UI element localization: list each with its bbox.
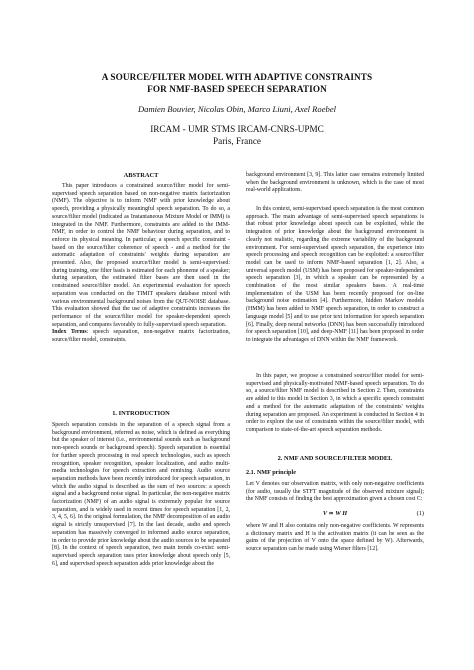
section-2-1-heading: 2.1. NMF principle: [246, 469, 296, 476]
nmf-principle-text: Let V denotes our observation matrix, with only non-negative coefficients (for audio, usually the STFT magnitude of the observed mixture signal); the NMF consists of finding the best approximation given a chosen cost C:: [246, 481, 424, 503]
intro-paragraph: Speech separation consists in the separation of a speech signal from a background environment, referred as noise, which is defined as everything but the speaker of interest (i.e., environmental sounds such as background non-speech sounds or background speech). Speech separation is essential for further speech processing in real speech technologies, such as speech recognition, speaker recognition, speaker localization, and audio multi-media technologies for speech extraction and remixing. Audio source separation methods have been recently introduced for speech separation, in which the audio signal is described as the sum of two sources: a speech signal and a background noise signal. In particular, the non-negative matrix factorization (NMF) of an audio signal is extremely popular for source separation, and is widely used in recent times for speech separation [1, 2, 3, 4, 5, 6]. In the original formulation, the NMF decomposition of an audio signal is strictly unsupervised [7]. In the last decade, audio and speech separation has massively converged to informed audio source separation, in order to provide prior knowledge about the audio sources to be separated [8]. In the context of speech separation, two main trends co-exist: semi-supervised speech separation uses prior knowledge about speech only [5, 6], and supervised speech separation adds prior knowledge about the: [52, 422, 230, 567]
nmf-principle-paragraph: [246, 481, 424, 504]
paper-title: [40, 72, 434, 95]
nmf-definition-paragraph: [246, 523, 424, 554]
nmf-definition-text: where W and H also contains only non-negative coefficients. W represents a dictionary matrix and H is the activation matrix (it can be seen as the gains of the projection of V onto the space defined by W). Afterwards, source separation can be made using Wiener filters [12].: [246, 523, 424, 553]
equation-1: [246, 509, 424, 518]
index-terms-text: : speech separation, non-negative matrix factorization, source/filter model, constraints.: [52, 329, 230, 344]
proposal-paragraph: In this paper, we propose a constrained source/filter model for semi-supervised and physically-motivated NMF-based speech separation. To do so, a source/filter NMF model is described in Section 2. Then, constraints are added to this model in Section 3, in which a specific speech constraint and a method for the automatic adaptation of the constraints' weights during separation are proposed. An experiment is conducted in Section 4 in order to explore the use of constraints within the source/filter model, with comparison to state-of-the-art speech separation methods.: [246, 373, 424, 433]
continued-paragraph: background environment [3, 9]. This latter case remains extremely limited when the background environment is unknown, which is the case of most real-world applications.: [246, 172, 424, 194]
index-terms-label: Index Terms: [52, 329, 87, 336]
intro-heading: 1. INTRODUCTION: [112, 410, 170, 417]
abstract-body: [52, 183, 230, 345]
right-paragraph-0: [246, 172, 424, 195]
abstract-heading: ABSTRACT: [123, 172, 159, 179]
title-line-1: A SOURCE/FILTER MODEL WITH ADAPTIVE CONSTRAINTS: [101, 72, 373, 82]
context-paragraph: In this context, semi-supervised speech separation is the most common approach. The main advantage of semi-supervised speech separations is that robust prior knowledge about speech can be exploited, while the integration of prior knowledge about the background environment is clearly not realistic, regarding the extreme variability of the background environment. For semi-supervised speech separation, the experience into speech processing and speech recognition can be exploited: a source/filter model can be used to inform NMF-based separation [1, 2]. Also, a universal speech model (USM) has been proposed for speaker-independent speech separation [3], in which a speaker can be represented by a combination of the most similar speakers bases. A real-time implementation of the USM has been recently proposed for on-line background noise estimation [4]. Furthermore, hidden Markov models (HMM) has been added to NMF speech separation, in order to construct a language model [5] and to use prior text information for speech separation [6]. Finally, deep neural networks (DNN) has been successfully introduced for speech separation [10], and deep-NMF [11] has been proposed in order to integrate the advantages of DNN within the NMF framework.: [246, 206, 424, 343]
section-2-heading: 2. NMF AND SOURCE/FILTER MODEL: [277, 455, 393, 462]
intro-body: [52, 422, 230, 568]
index-terms: [52, 329, 230, 344]
affiliation-line-1: IRCAM - UMR STMS IRCAM-CNRS-UPMC: [150, 124, 324, 134]
right-paragraph-2: [246, 373, 424, 435]
right-paragraph-1: [246, 206, 424, 345]
affiliation: [40, 124, 434, 147]
equation-body: V ≃ W H: [322, 510, 348, 517]
author-list: Damien Bouvier, Nicolas Obin, Marco Liuni, Axel Roebel: [137, 104, 337, 114]
abstract-text: This paper introduces a constrained source/filter model for semi-supervised speech separation based on non-negative matrix factorization (NMF). The objective is to inform NMF with prior knowledge about speech, providing a physically meaningful speech separation. To do so, a source/filter model (indicated as Instantaneous Mixture Model or IMM) is integrated in the NMF. Furthermore, constraints are added to the IMM-NMF, in order to control the NMF behaviour during separation, and to enforce its physical meaning. In particular, a speech specific constraint - based on the source/filter coherence of speech - and a method for the automatic adaptation of constraints' weights during separation are presented. Also, the proposed source/filter model is semi-supervised: during training, one filter basis is estimated for each phoneme of a speaker; during separation, the estimated filter bases are then used in the constrained source/filter model. An experimental evaluation for speech separation was conducted on the TIMIT speakers database mixed with various environmental background noises from the QUT-NOISE database. This evaluation showed that the use of adaptive constraints increases the performance of the source/filter model for speaker-dependent speech separation, and compares favorably to fully-supervised speech separation.: [52, 183, 230, 328]
title-line-2: FOR NMF-BASED SPEECH SEPARATION: [147, 83, 327, 94]
affiliation-line-2: Paris, France: [213, 135, 261, 146]
equation-number: (1): [416, 510, 424, 517]
